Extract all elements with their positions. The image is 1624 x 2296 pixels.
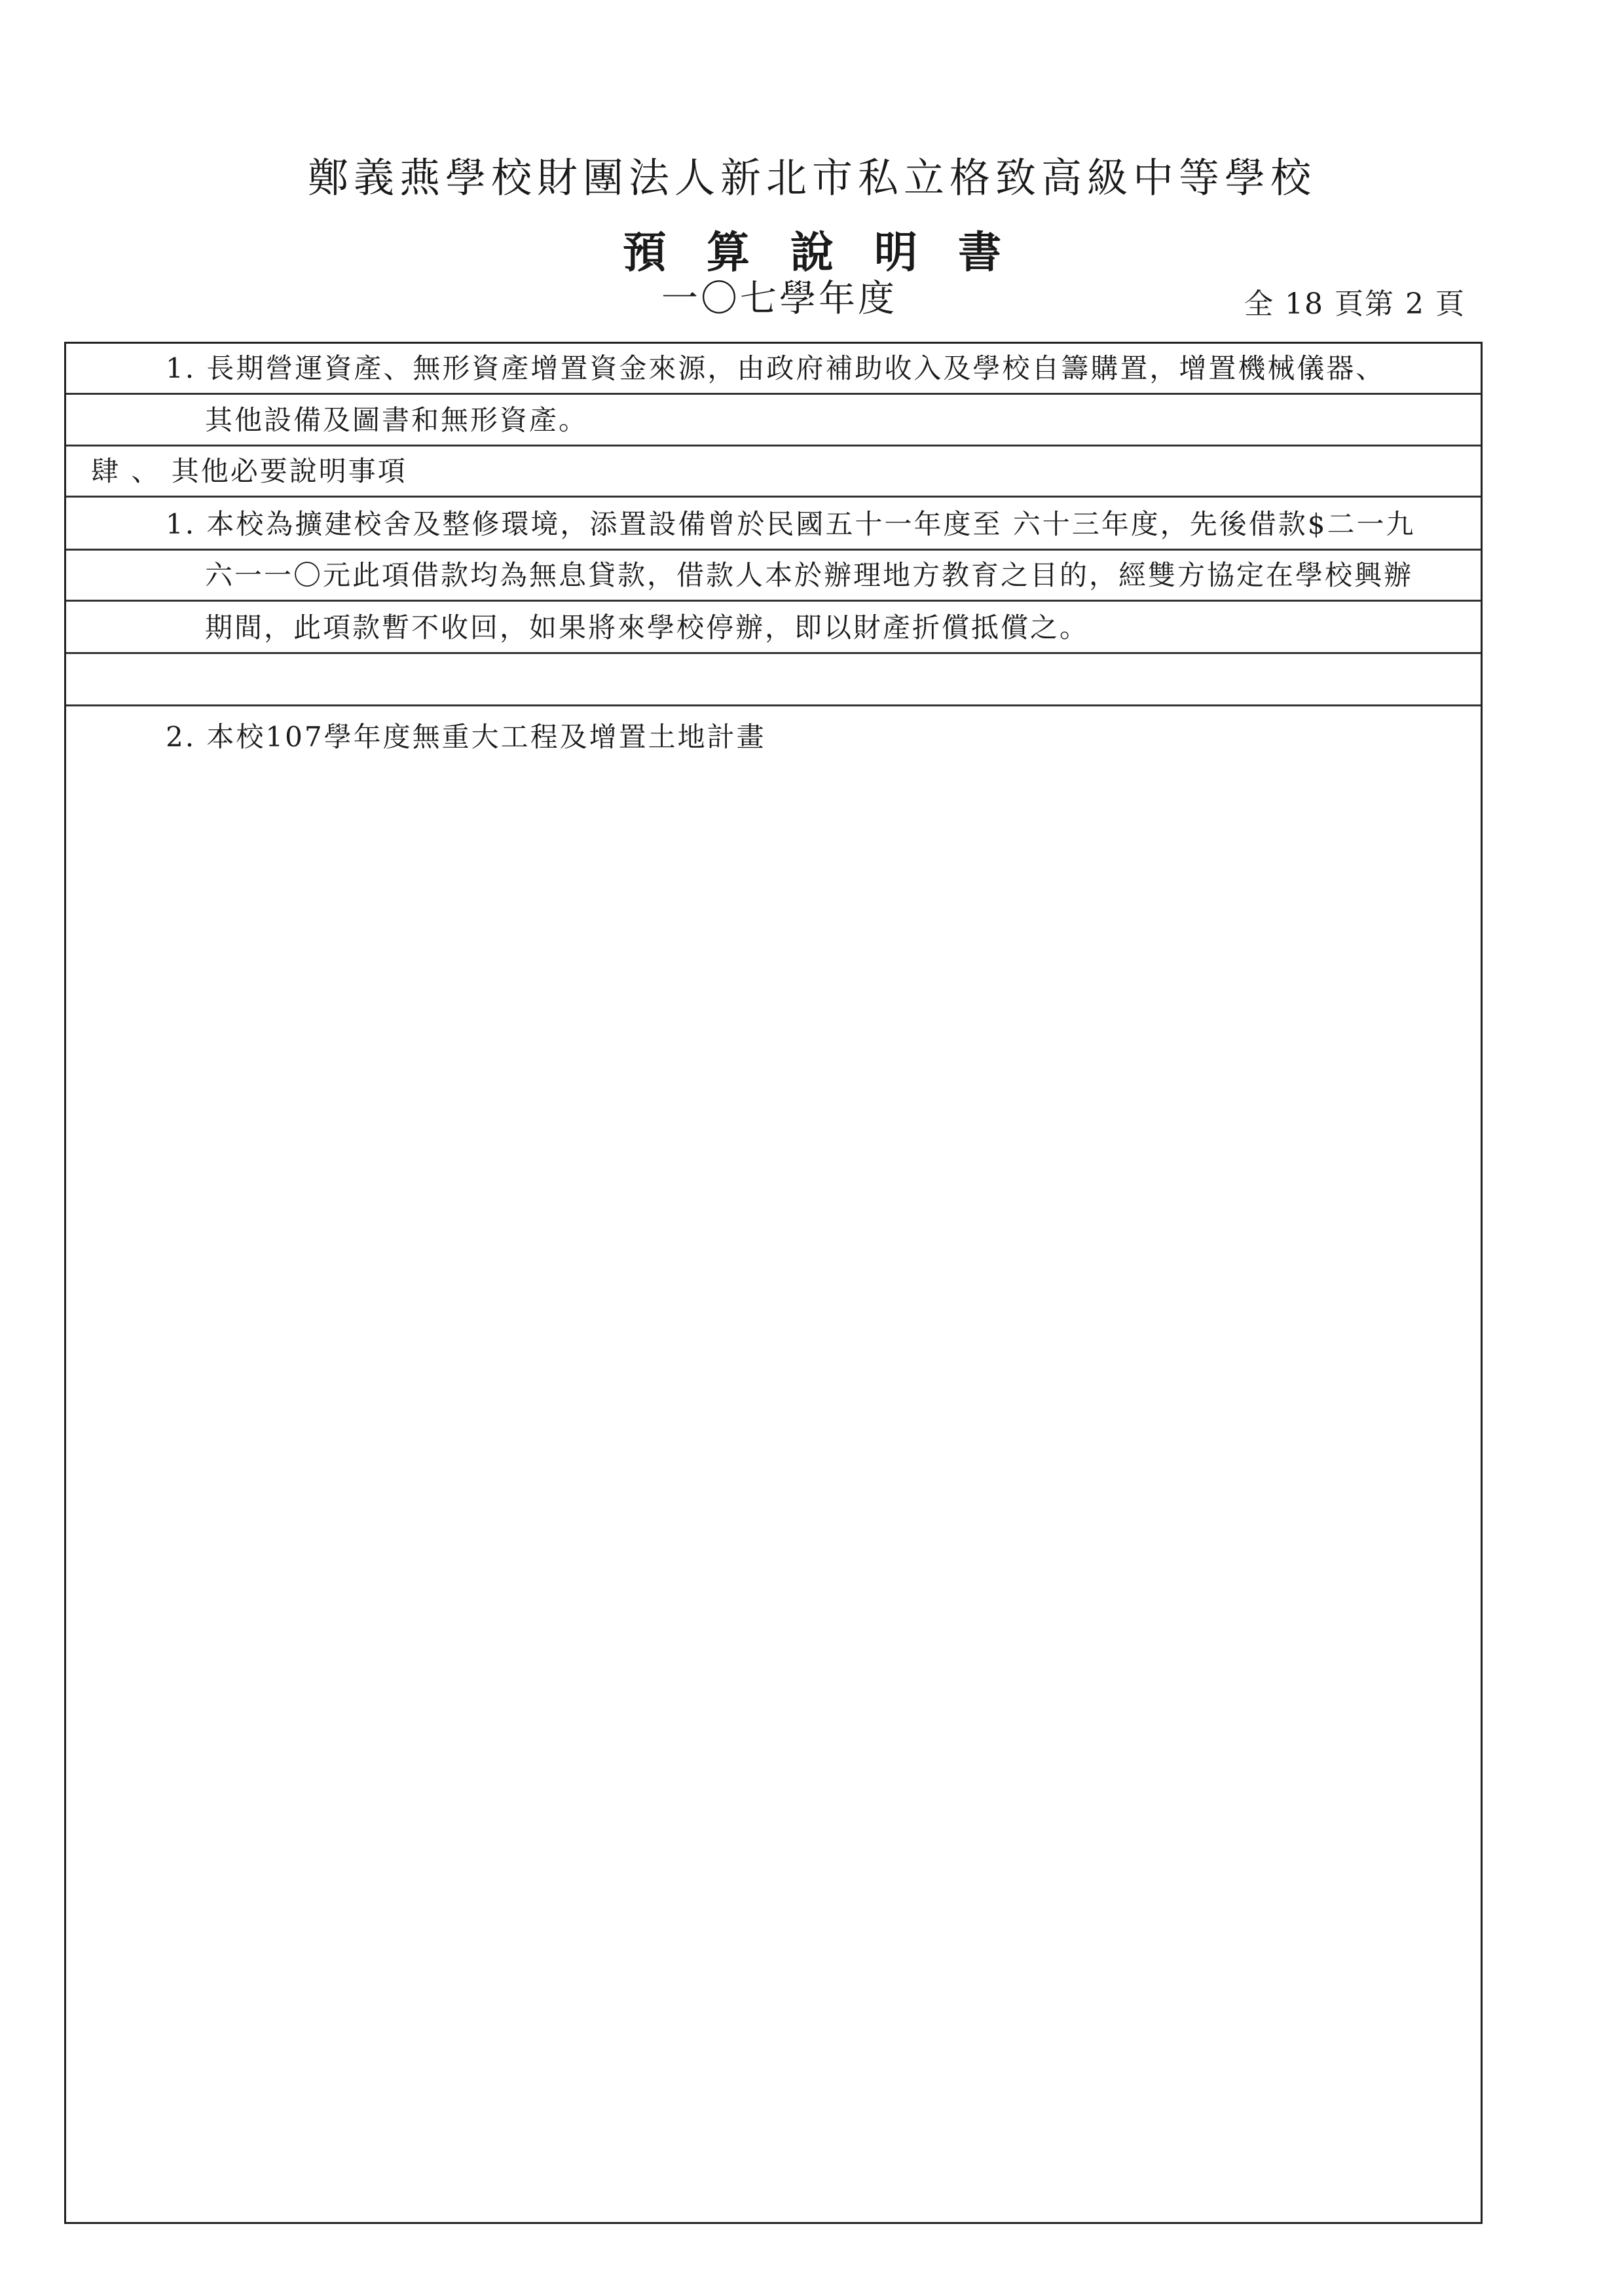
- doc-title: 預算說明書: [623, 227, 1042, 278]
- content-frame: [64, 342, 1483, 2224]
- table-row: [66, 654, 1481, 706]
- row-text: 六一一〇元此項借款均為無息貸款，借款人本於辦理地方教育之目的，經雙方協定在學校興辦: [205, 559, 1414, 591]
- table-row: [66, 551, 1481, 602]
- table-row: [66, 706, 1481, 761]
- table-row: [66, 498, 1481, 551]
- table-row: [66, 446, 1481, 498]
- row-text: 1. 長期營運資產、無形資產增置資金來源，由政府補助收入及學校自籌購置，增置機械儀器、: [166, 352, 1386, 384]
- table-row: [66, 344, 1481, 395]
- fiscal-year: 一〇七學年度: [661, 278, 897, 320]
- org-title: 鄭義燕學校財團法人新北市私立格致高級中等學校: [307, 154, 1316, 202]
- row-text: 2. 本校107學年度無重大工程及增置土地計畫: [166, 721, 766, 753]
- table-row: [66, 395, 1481, 446]
- table-row: [66, 602, 1481, 654]
- row-text: 期間，此項款暫不收回，如果將來學校停辦，即以財產折償抵償之。: [205, 611, 1090, 644]
- page-number: 全 18 頁第 2 頁: [1244, 287, 1466, 321]
- section-heading: 肆 、 其他必要說明事項: [91, 455, 407, 487]
- row-text: 1. 本校為擴建校舍及整修環境，添置設備曾於民國五十一年度至 六十三年度，先後借款$二一九: [166, 508, 1416, 540]
- row-text: 其他設備及圖書和無形資產。: [205, 404, 589, 436]
